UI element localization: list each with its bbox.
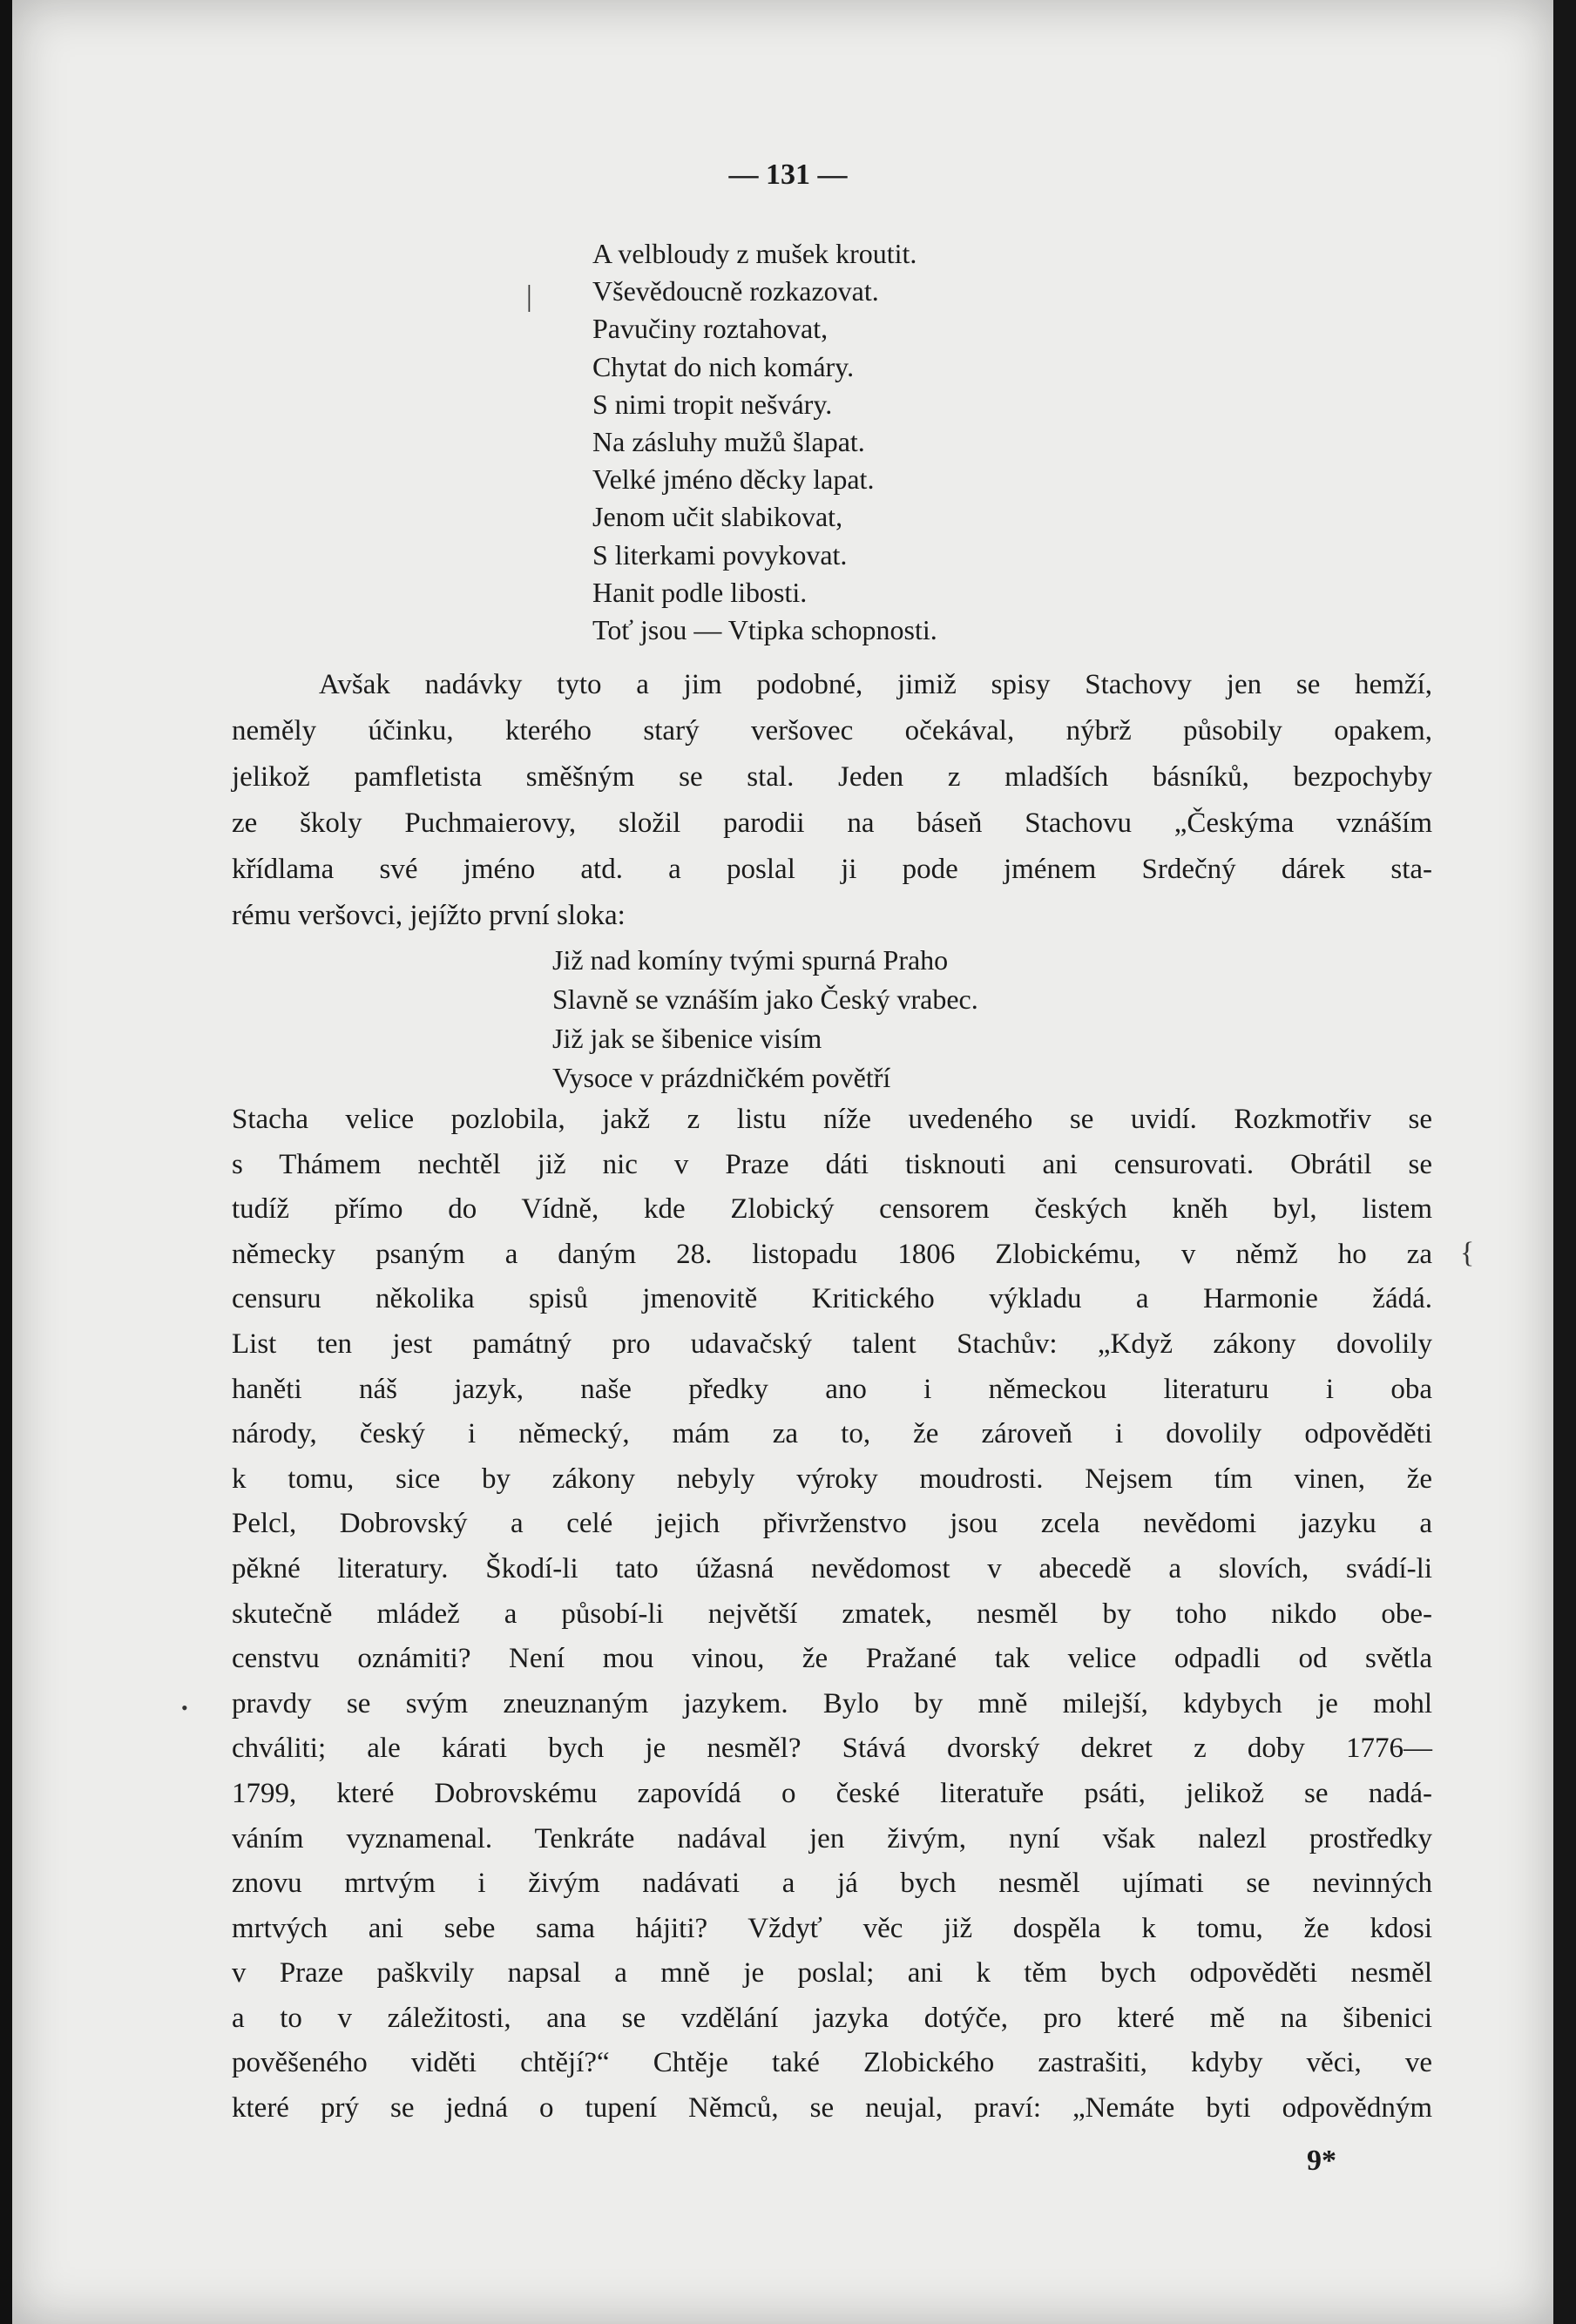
text-line: váním vyznamenal. Tenkráte nadával jen živým, nyní však nalezl prostředky [232, 1822, 1432, 1854]
poem-line: Vševědoucně rozkazovat. [592, 275, 879, 307]
poem-line: S literkami povykovat. [592, 538, 848, 571]
poem-line: Slavně se vznáším jako Český vrabec. [552, 983, 978, 1015]
text-line: které prý se jedná o tupení Němců, se neujal, praví: „Nemáte byti odpovědným [232, 2092, 1432, 2125]
poem-line: Již nad komíny tvými spurná Praho [552, 944, 949, 976]
text-line: Avšak nadávky tyto a jim podobné, jimiž spisy Stachovy jen se hemží, [319, 669, 1432, 700]
text-line: ze školy Puchmaierovy, složil parodii na báseň Stachovu „Českýma vznáším [232, 807, 1432, 839]
poem-line: Hanit podle libosti. [592, 576, 808, 608]
poem-line: Vysoce v prázdničkém povětří [552, 1062, 891, 1093]
paragraph-1 [232, 662, 1432, 939]
poem-line: Na zásluhy mužů šlapat. [592, 426, 865, 458]
text-line: k tomu, sice by zákony nebyly výroky moudrosti. Nejsem tím vinen, že [232, 1463, 1432, 1495]
text-line: německy psaným a daným 28. listopadu 1806 Zlobickému, v němž ho za [232, 1238, 1432, 1270]
text-line: Pelcl, Dobrovský a celé jejich přivrženstvo jsou zcela nevědomi jazyku a [232, 1508, 1432, 1540]
poem-line: Již jak se šibenice visím [552, 1023, 822, 1054]
paragraph-2 [232, 1098, 1432, 2131]
text-line: skutečně mládež a působí-li největší zmatek, nesměl by toho nikdo obe- [232, 1598, 1432, 1630]
poem-line: Velké jméno děcky lapat. [592, 463, 875, 496]
poem-stanza-1 [592, 235, 937, 649]
text-line: rému veršovci, jejížto první sloka: [232, 900, 626, 931]
text-line: 1799, které Dobrovskému zapovídá o české literatuře psáti, jelikož se nadá- [232, 1777, 1432, 1809]
text-line: znovu mrtvým i živým nadávati a já bych nesměl ujímati se nevinných [232, 1868, 1432, 1900]
poem-line: Toť jsou — Vtipka schopnosti. [592, 614, 937, 646]
text-line: mrtvých ani sebe sama hájiti? Vždyť věc již dospěla k tomu, že kdosi [232, 1912, 1432, 1944]
poem-line: Chytat do nich komáry. [592, 350, 855, 382]
text-line: křídlama své jméno atd. a poslal ji pode jménem Srdečný dárek sta- [232, 854, 1432, 885]
text-line: jelikož pamfletista směšným se stal. Jeden z mladších básníků, bezpochyby [232, 761, 1432, 793]
poem-stanza-2 [552, 941, 978, 1098]
page-number: — 131 — [728, 159, 848, 191]
text-line: censuru několika spisů jmenovitě Kritického výkladu a Harmonie žádá. [232, 1283, 1432, 1315]
margin-mark-left: | [526, 280, 532, 313]
text-line: s Thámem nechtěl již nic v Praze dáti tisknouti ani censurovati. Obrátil se [232, 1148, 1432, 1180]
text-line: List ten jest památný pro udavačský talent Stachův: „Když zákony dovolily [232, 1328, 1432, 1360]
text-line: pěkné literatury. Škodí-li tato úžasná nevědomost v abecedě a slovích, svádí-li [232, 1552, 1432, 1584]
text-line: chváliti; ale kárati bych je nesměl? Stává dvorský dekret z doby 1776— [232, 1733, 1432, 1765]
signature-mark: 9* [1307, 2145, 1336, 2177]
margin-dot: • [181, 1697, 188, 1719]
text-line: neměly účinku, kterého starý veršovec očekával, nýbrž působily opakem, [232, 715, 1432, 747]
poem-line: A velbloudy z mušek kroutit. [592, 238, 917, 269]
text-line: v Praze paškvily napsal a mně je poslal; ani k těm bych odpověděti nesměl [232, 1957, 1432, 1990]
page-edge-shadow [1553, 0, 1576, 2324]
poem-line: Jenom učit slabikovat, [592, 501, 843, 533]
text-line: pověšeného viděti chtějí?“ Chtěje také Zlobického zastrašiti, kdyby věci, ve [232, 2047, 1432, 2079]
text-line: pravdy se svým zneuznaným jazykem. Bylo by mně milejší, kdybych je mohl [232, 1687, 1432, 1719]
text-line: a to v záležitosti, ana se vzdělání jazyka dotýče, pro které mě na šibenici [232, 2002, 1432, 2034]
text-line: tudíž přímo do Vídně, kde Zlobický censorem českých kněh byl, listem [232, 1193, 1432, 1226]
text-line: haněti náš jazyk, naše předky ano i německou literaturu i oba [232, 1373, 1432, 1405]
text-line: Stacha velice pozlobila, jakž z listu níže uvedeného se uvidí. Rozkmotřiv se [232, 1104, 1432, 1135]
text-line: národy, český i německý, mám za to, že zároveň i dovolily odpověděti [232, 1418, 1432, 1450]
poem-line: S nimi tropit nešváry. [592, 388, 833, 420]
margin-mark-right: { [1460, 1237, 1475, 1269]
poem-line: Pavučiny roztahovat, [592, 313, 829, 345]
text-line: censtvu oznámiti? Není mou vinou, že Pražané tak velice odpadli od světla [232, 1643, 1432, 1675]
